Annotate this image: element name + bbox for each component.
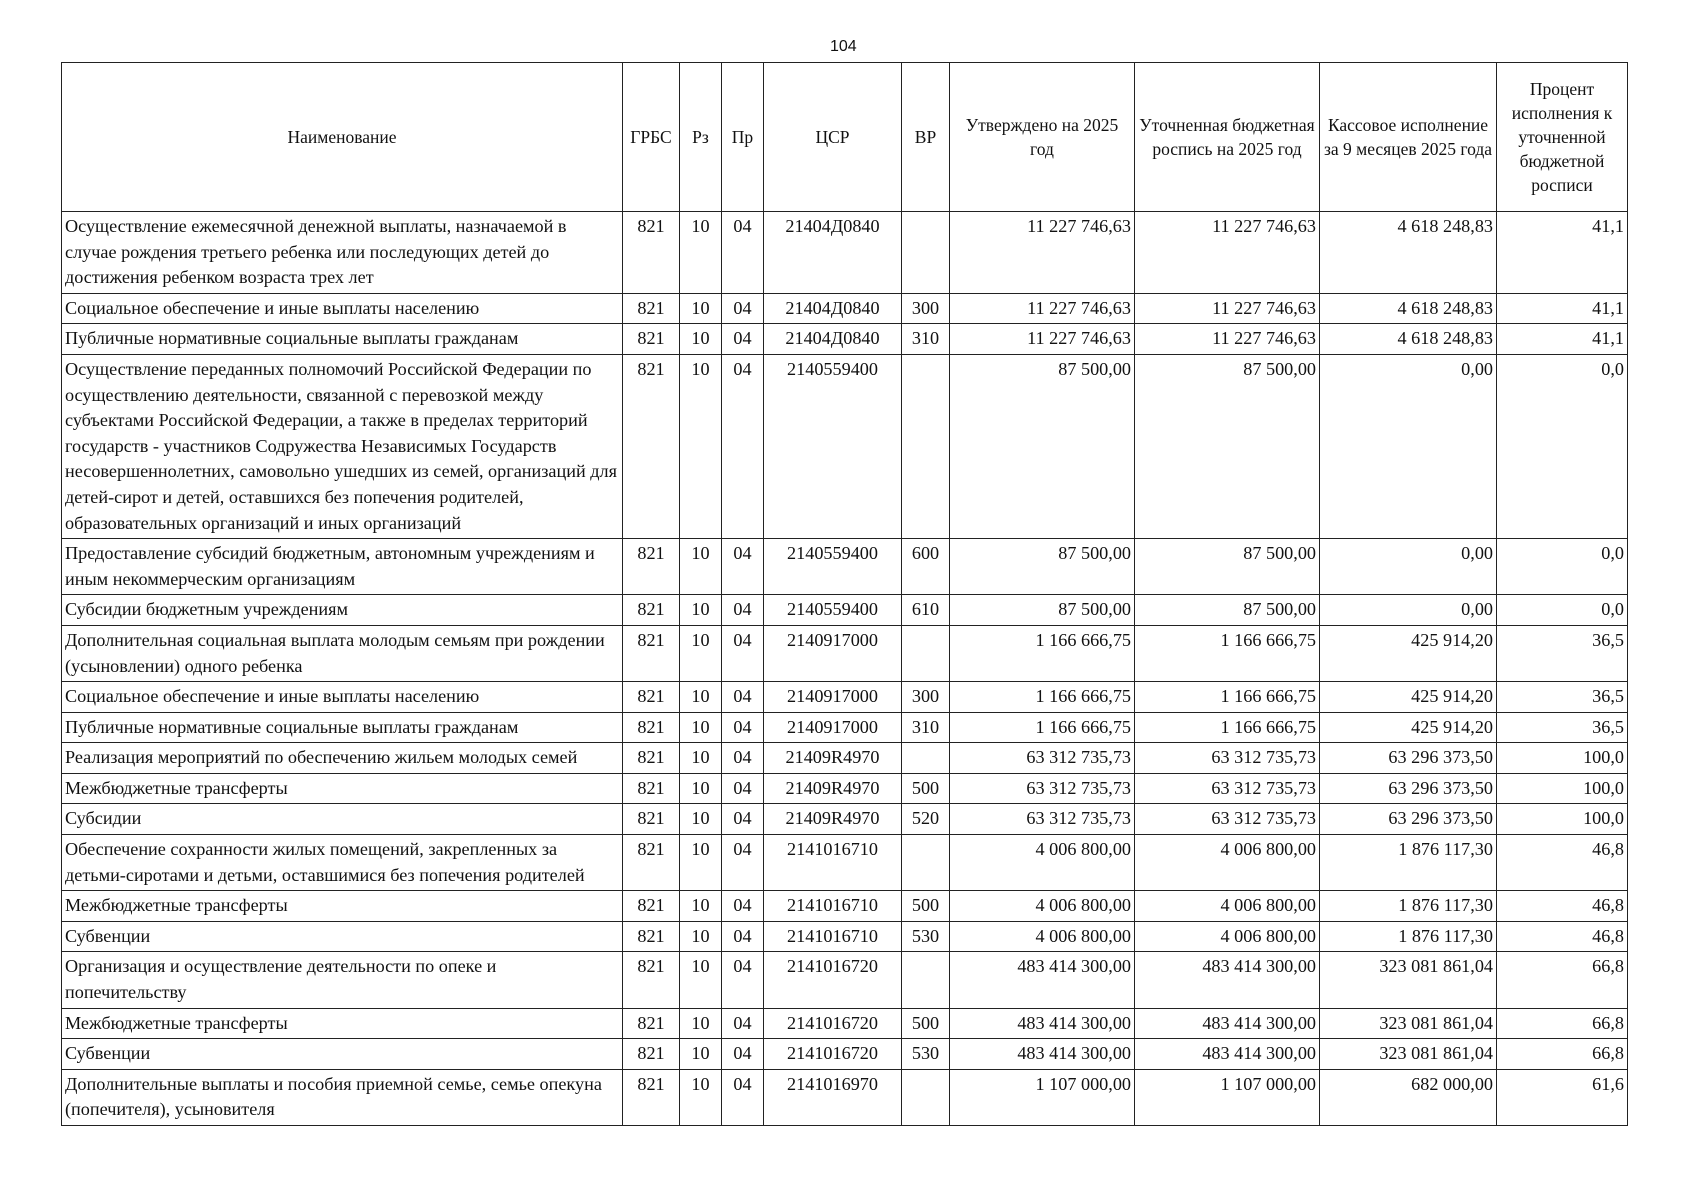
cell-cash: 323 081 861,04 xyxy=(1320,1008,1497,1039)
cell-pr: 04 xyxy=(722,1069,764,1125)
cell-cash: 425 914,20 xyxy=(1320,682,1497,713)
header-percent: Процент исполнения к уточненной бюджетной росписи xyxy=(1497,63,1628,212)
cell-pr: 04 xyxy=(722,804,764,835)
cell-vr: 520 xyxy=(902,804,950,835)
cell-cash: 0,00 xyxy=(1320,595,1497,626)
cell-grbs: 821 xyxy=(623,891,680,922)
cell-percent: 100,0 xyxy=(1497,773,1628,804)
cell-grbs: 821 xyxy=(623,1008,680,1039)
cell-vr: 530 xyxy=(902,921,950,952)
cell-refined: 87 500,00 xyxy=(1135,354,1320,538)
cell-refined: 4 006 800,00 xyxy=(1135,891,1320,922)
cell-name: Обеспечение сохранности жилых помещений, закрепленных за детьми-сиротами и детьми, оставшимися без попечения родителей xyxy=(62,835,623,891)
cell-rz: 10 xyxy=(680,625,722,681)
cell-cash: 323 081 861,04 xyxy=(1320,1039,1497,1070)
cell-refined: 11 227 746,63 xyxy=(1135,324,1320,355)
cell-approved: 63 312 735,73 xyxy=(950,804,1135,835)
table-row xyxy=(62,1069,1628,1125)
cell-name: Социальное обеспечение и иные выплаты населению xyxy=(62,293,623,324)
cell-cash: 4 618 248,83 xyxy=(1320,212,1497,294)
cell-grbs: 821 xyxy=(623,743,680,774)
table-row xyxy=(62,773,1628,804)
cell-percent: 66,8 xyxy=(1497,952,1628,1008)
cell-vr xyxy=(902,1069,950,1125)
cell-rz: 10 xyxy=(680,743,722,774)
cell-vr xyxy=(902,835,950,891)
cell-name: Публичные нормативные социальные выплаты гражданам xyxy=(62,324,623,355)
cell-cash: 682 000,00 xyxy=(1320,1069,1497,1125)
cell-refined: 87 500,00 xyxy=(1135,539,1320,595)
cell-rz: 10 xyxy=(680,1069,722,1125)
cell-grbs: 821 xyxy=(623,354,680,538)
cell-csr: 21404Д0840 xyxy=(764,324,902,355)
cell-name: Организация и осуществление деятельности по опеке и попечительству xyxy=(62,952,623,1008)
cell-grbs: 821 xyxy=(623,539,680,595)
cell-percent: 100,0 xyxy=(1497,804,1628,835)
table-row xyxy=(62,1039,1628,1070)
cell-vr xyxy=(902,212,950,294)
cell-rz: 10 xyxy=(680,682,722,713)
cell-approved: 1 166 666,75 xyxy=(950,682,1135,713)
cell-rz: 10 xyxy=(680,712,722,743)
cell-name: Субсидии xyxy=(62,804,623,835)
cell-name: Субвенции xyxy=(62,921,623,952)
cell-vr: 500 xyxy=(902,1008,950,1039)
cell-csr: 2141016970 xyxy=(764,1069,902,1125)
cell-csr: 2141016720 xyxy=(764,1008,902,1039)
cell-approved: 1 107 000,00 xyxy=(950,1069,1135,1125)
cell-grbs: 821 xyxy=(623,921,680,952)
cell-vr: 500 xyxy=(902,773,950,804)
page-number: 104 xyxy=(830,38,857,55)
cell-percent: 46,8 xyxy=(1497,891,1628,922)
cell-approved: 11 227 746,63 xyxy=(950,324,1135,355)
cell-pr: 04 xyxy=(722,743,764,774)
cell-vr: 500 xyxy=(902,891,950,922)
cell-name: Межбюджетные трансферты xyxy=(62,773,623,804)
cell-rz: 10 xyxy=(680,539,722,595)
table-row xyxy=(62,891,1628,922)
cell-csr: 2140559400 xyxy=(764,539,902,595)
header-refined: Уточненная бюджетная роспись на 2025 год xyxy=(1135,63,1320,212)
cell-refined: 483 414 300,00 xyxy=(1135,1008,1320,1039)
cell-grbs: 821 xyxy=(623,682,680,713)
cell-pr: 04 xyxy=(722,712,764,743)
cell-refined: 4 006 800,00 xyxy=(1135,921,1320,952)
table-row xyxy=(62,921,1628,952)
cell-percent: 66,8 xyxy=(1497,1039,1628,1070)
cell-cash: 63 296 373,50 xyxy=(1320,743,1497,774)
cell-name: Дополнительная социальная выплата молодым семьям при рождении (усыновлении) одного ребенка xyxy=(62,625,623,681)
cell-vr: 310 xyxy=(902,324,950,355)
cell-cash: 0,00 xyxy=(1320,539,1497,595)
table-row xyxy=(62,354,1628,538)
cell-approved: 483 414 300,00 xyxy=(950,1039,1135,1070)
cell-percent: 0,0 xyxy=(1497,539,1628,595)
cell-cash: 0,00 xyxy=(1320,354,1497,538)
cell-name: Межбюджетные трансферты xyxy=(62,891,623,922)
cell-cash: 4 618 248,83 xyxy=(1320,293,1497,324)
cell-percent: 61,6 xyxy=(1497,1069,1628,1125)
cell-rz: 10 xyxy=(680,293,722,324)
cell-name: Межбюджетные трансферты xyxy=(62,1008,623,1039)
cell-name: Публичные нормативные социальные выплаты гражданам xyxy=(62,712,623,743)
cell-grbs: 821 xyxy=(623,595,680,626)
cell-pr: 04 xyxy=(722,1039,764,1070)
cell-csr: 21409R4970 xyxy=(764,743,902,774)
cell-refined: 63 312 735,73 xyxy=(1135,743,1320,774)
cell-approved: 1 166 666,75 xyxy=(950,712,1135,743)
header-row xyxy=(62,63,1628,212)
cell-name: Социальное обеспечение и иные выплаты населению xyxy=(62,682,623,713)
cell-percent: 46,8 xyxy=(1497,835,1628,891)
table-row xyxy=(62,712,1628,743)
cell-refined: 11 227 746,63 xyxy=(1135,293,1320,324)
cell-csr: 21409R4970 xyxy=(764,804,902,835)
cell-pr: 04 xyxy=(722,324,764,355)
cell-rz: 10 xyxy=(680,324,722,355)
cell-approved: 483 414 300,00 xyxy=(950,952,1135,1008)
cell-percent: 41,1 xyxy=(1497,293,1628,324)
cell-approved: 63 312 735,73 xyxy=(950,773,1135,804)
cell-refined: 1 166 666,75 xyxy=(1135,712,1320,743)
cell-vr: 530 xyxy=(902,1039,950,1070)
cell-grbs: 821 xyxy=(623,212,680,294)
table-row xyxy=(62,324,1628,355)
cell-cash: 425 914,20 xyxy=(1320,625,1497,681)
cell-percent: 66,8 xyxy=(1497,1008,1628,1039)
cell-refined: 1 166 666,75 xyxy=(1135,625,1320,681)
cell-vr: 600 xyxy=(902,539,950,595)
table-row xyxy=(62,835,1628,891)
cell-cash: 63 296 373,50 xyxy=(1320,804,1497,835)
cell-grbs: 821 xyxy=(623,952,680,1008)
cell-pr: 04 xyxy=(722,595,764,626)
table-row xyxy=(62,1008,1628,1039)
cell-vr: 300 xyxy=(902,293,950,324)
cell-name: Субсидии бюджетным учреждениям xyxy=(62,595,623,626)
cell-rz: 10 xyxy=(680,804,722,835)
cell-percent: 41,1 xyxy=(1497,324,1628,355)
cell-approved: 11 227 746,63 xyxy=(950,293,1135,324)
cell-approved: 4 006 800,00 xyxy=(950,891,1135,922)
cell-pr: 04 xyxy=(722,891,764,922)
cell-csr: 2140559400 xyxy=(764,354,902,538)
cell-rz: 10 xyxy=(680,952,722,1008)
cell-cash: 1 876 117,30 xyxy=(1320,891,1497,922)
cell-refined: 63 312 735,73 xyxy=(1135,804,1320,835)
cell-approved: 11 227 746,63 xyxy=(950,212,1135,294)
cell-pr: 04 xyxy=(722,773,764,804)
table-row xyxy=(62,212,1628,294)
cell-pr: 04 xyxy=(722,354,764,538)
cell-vr: 300 xyxy=(902,682,950,713)
table-row xyxy=(62,595,1628,626)
cell-vr xyxy=(902,952,950,1008)
cell-percent: 36,5 xyxy=(1497,625,1628,681)
cell-grbs: 821 xyxy=(623,293,680,324)
cell-name: Осуществление ежемесячной денежной выплаты, назначаемой в случае рождения третьего ребенка или последующих детей до достижения ребенком возраста трех лет xyxy=(62,212,623,294)
table-row xyxy=(62,625,1628,681)
cell-csr: 21404Д0840 xyxy=(764,212,902,294)
cell-percent: 46,8 xyxy=(1497,921,1628,952)
cell-csr: 2140559400 xyxy=(764,595,902,626)
cell-cash: 4 618 248,83 xyxy=(1320,324,1497,355)
cell-rz: 10 xyxy=(680,1008,722,1039)
cell-rz: 10 xyxy=(680,595,722,626)
cell-grbs: 821 xyxy=(623,712,680,743)
cell-approved: 87 500,00 xyxy=(950,539,1135,595)
cell-csr: 2141016710 xyxy=(764,835,902,891)
cell-csr: 2141016720 xyxy=(764,1039,902,1070)
cell-percent: 0,0 xyxy=(1497,595,1628,626)
table-row xyxy=(62,804,1628,835)
table-row xyxy=(62,743,1628,774)
cell-name: Реализация мероприятий по обеспечению жильем молодых семей xyxy=(62,743,623,774)
cell-pr: 04 xyxy=(722,682,764,713)
cell-rz: 10 xyxy=(680,921,722,952)
cell-refined: 4 006 800,00 xyxy=(1135,835,1320,891)
cell-pr: 04 xyxy=(722,952,764,1008)
cell-csr: 21409R4970 xyxy=(764,773,902,804)
cell-csr: 2141016710 xyxy=(764,891,902,922)
header-grbs: ГРБС xyxy=(623,63,680,212)
cell-csr: 2141016710 xyxy=(764,921,902,952)
cell-name: Дополнительные выплаты и пособия приемной семье, семье опекуна (попечителя), усыновителя xyxy=(62,1069,623,1125)
header-pr: Пр xyxy=(722,63,764,212)
cell-approved: 483 414 300,00 xyxy=(950,1008,1135,1039)
table-row xyxy=(62,682,1628,713)
budget-table xyxy=(61,62,1628,1126)
cell-approved: 4 006 800,00 xyxy=(950,921,1135,952)
cell-percent: 36,5 xyxy=(1497,712,1628,743)
header-name: Наименование xyxy=(62,63,623,212)
cell-csr: 2140917000 xyxy=(764,625,902,681)
cell-pr: 04 xyxy=(722,293,764,324)
cell-cash: 63 296 373,50 xyxy=(1320,773,1497,804)
cell-csr: 2140917000 xyxy=(764,682,902,713)
header-cash: Кассовое исполнение за 9 месяцев 2025 года xyxy=(1320,63,1497,212)
cell-cash: 323 081 861,04 xyxy=(1320,952,1497,1008)
cell-refined: 63 312 735,73 xyxy=(1135,773,1320,804)
cell-rz: 10 xyxy=(680,891,722,922)
cell-grbs: 821 xyxy=(623,1069,680,1125)
cell-grbs: 821 xyxy=(623,625,680,681)
cell-name: Осуществление переданных полномочий Российской Федерации по осуществлению деятельности, связанной с перевозкой между субъектами Российской Федерации, а также в пределах территорий государств - участников Содружества Независимых Государств несовершеннолетних, самовольно ушедших из семей, организаций для детей-сирот и детей, оставшихся без попечения родителей, образовательных организаций и иных организаций xyxy=(62,354,623,538)
cell-refined: 1 166 666,75 xyxy=(1135,682,1320,713)
cell-csr: 21404Д0840 xyxy=(764,293,902,324)
header-vr: ВР xyxy=(902,63,950,212)
cell-refined: 87 500,00 xyxy=(1135,595,1320,626)
cell-grbs: 821 xyxy=(623,804,680,835)
cell-csr: 2140917000 xyxy=(764,712,902,743)
cell-approved: 4 006 800,00 xyxy=(950,835,1135,891)
cell-approved: 87 500,00 xyxy=(950,354,1135,538)
cell-grbs: 821 xyxy=(623,773,680,804)
cell-name: Субвенции xyxy=(62,1039,623,1070)
cell-percent: 100,0 xyxy=(1497,743,1628,774)
cell-approved: 87 500,00 xyxy=(950,595,1135,626)
cell-refined: 483 414 300,00 xyxy=(1135,952,1320,1008)
cell-vr xyxy=(902,743,950,774)
cell-pr: 04 xyxy=(722,539,764,595)
cell-pr: 04 xyxy=(722,212,764,294)
cell-vr xyxy=(902,625,950,681)
header-csr: ЦСР xyxy=(764,63,902,212)
cell-percent: 36,5 xyxy=(1497,682,1628,713)
cell-refined: 1 107 000,00 xyxy=(1135,1069,1320,1125)
header-rz: Рз xyxy=(680,63,722,212)
cell-approved: 1 166 666,75 xyxy=(950,625,1135,681)
cell-name: Предоставление субсидий бюджетным, автономным учреждениям и иным некоммерческим организациям xyxy=(62,539,623,595)
cell-rz: 10 xyxy=(680,835,722,891)
cell-grbs: 821 xyxy=(623,835,680,891)
cell-rz: 10 xyxy=(680,1039,722,1070)
cell-grbs: 821 xyxy=(623,324,680,355)
cell-percent: 0,0 xyxy=(1497,354,1628,538)
cell-rz: 10 xyxy=(680,354,722,538)
cell-pr: 04 xyxy=(722,835,764,891)
cell-rz: 10 xyxy=(680,773,722,804)
table-row xyxy=(62,952,1628,1008)
cell-approved: 63 312 735,73 xyxy=(950,743,1135,774)
cell-pr: 04 xyxy=(722,625,764,681)
cell-cash: 1 876 117,30 xyxy=(1320,921,1497,952)
cell-cash: 425 914,20 xyxy=(1320,712,1497,743)
cell-vr: 310 xyxy=(902,712,950,743)
cell-percent: 41,1 xyxy=(1497,212,1628,294)
cell-refined: 483 414 300,00 xyxy=(1135,1039,1320,1070)
table-row xyxy=(62,539,1628,595)
cell-rz: 10 xyxy=(680,212,722,294)
table-row xyxy=(62,293,1628,324)
cell-grbs: 821 xyxy=(623,1039,680,1070)
cell-csr: 2141016720 xyxy=(764,952,902,1008)
cell-refined: 11 227 746,63 xyxy=(1135,212,1320,294)
cell-pr: 04 xyxy=(722,1008,764,1039)
cell-vr: 610 xyxy=(902,595,950,626)
cell-vr xyxy=(902,354,950,538)
cell-cash: 1 876 117,30 xyxy=(1320,835,1497,891)
cell-pr: 04 xyxy=(722,921,764,952)
header-approved: Утверждено на 2025 год xyxy=(950,63,1135,212)
